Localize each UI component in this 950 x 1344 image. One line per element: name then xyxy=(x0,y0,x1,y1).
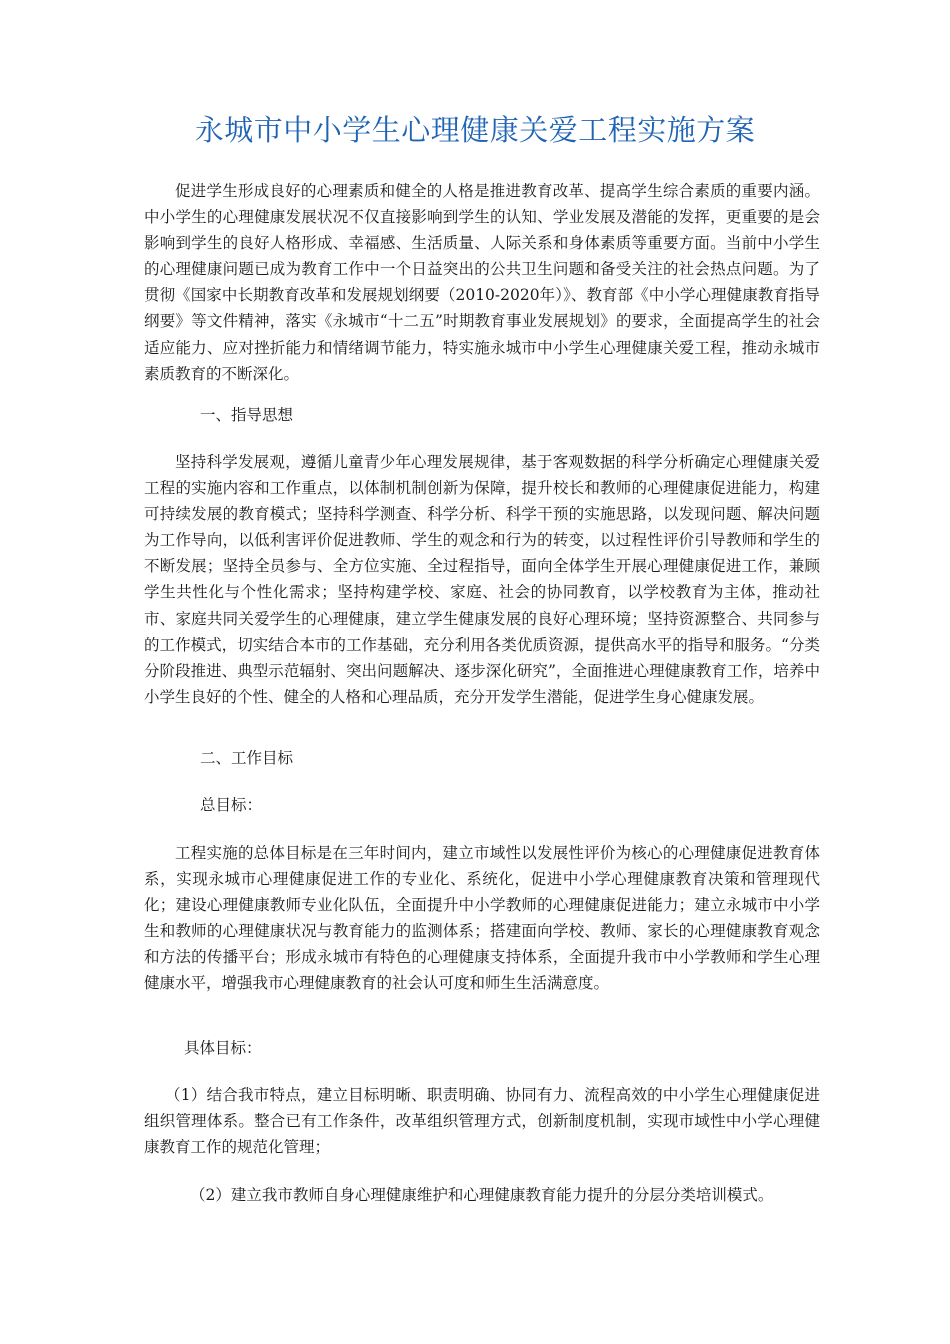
document-title: 永城市中小学生心理健康关爱工程实施方案 xyxy=(194,113,756,147)
section-heading-work-goals: 二、工作目标 xyxy=(200,749,294,767)
overall-goal-paragraph: 工程实施的总体目标是在三年时间内，建立市域性以发展性评价为核心的心理健康促进教育体系，实现永城市心理健康促进工作的专业化、系统化，促进中小学心理健康教育决策和管理现代化；建设心理健康教师专业化队伍，全面提升中小学教师的心理健康促进能力；建立永城市中小学生和教师的心理健康状况与教育能力的监测体系；搭建面向学校、教师、家长的心理健康教育观念和方法的传播平台；形成永城市有特色的心理健康支持体系，全面提升我市中小学教师和学生心理健康水平，增强我市心理健康教育的社会认可度和师生生活满意度。 xyxy=(144,844,820,993)
overall-goal-label: 总目标： xyxy=(200,796,263,814)
guiding-ideology-paragraph: 坚持科学发展观，遵循儿童青少年心理发展规律，基于客观数据的科学分析确定心理健康关爱工程的实施内容和工作重点，以体制机制创新为保障，提升校长和教师的心理健康促进能力，构建可持续发展的教育模式；坚持科学测查、科学分析、科学干预的实施思路，以发现问题、解决问题为工作导向，以低利害评价促进教师、学生的观念和行为的转变，以过程性评价引导教师和学生的不断发展；坚持全员参与、全方位实施、全过程指导，面向全体学生开展心理健康促进工作，兼顾学生共性化与个性化需求；坚持构建学校、家庭、社会的协同教育，以学校教育为主体，推动社市、家庭共同关爱学生的心理健康，建立学生健康发展的良好心理环境；坚持资源整合、共同参与的工作模式，切实结合本市的工作基础，充分利用各类优质资源，提供高水平的指导和服务。“分类分阶段推进、典型示范辐射、突出问题解决、逐步深化研究”，全面推进心理健康教育工作，培养中小学生良好的个性、健全的人格和心理品质，充分开发学生潜能，促进学生身心健康发展。 xyxy=(144,453,820,706)
specific-goal-item: （1）结合我市特点，建立目标明晰、职责明确、协同有力、流程高效的中小学生心理健康促进组织管理体系。整合已有工作条件，改革组织管理方式，创新制度机制，实现市域性中小学心理健康教育工作的规范化管理； xyxy=(144,1086,820,1157)
intro-paragraph: 促进学生形成良好的心理素质和健全的人格是推进教育改革、提高学生综合素质的重要内涵。中小学生的心理健康发展状况不仅直接影响到学生的认知、学业发展及潜能的发挥，更重要的是会影响到学生的良好人格形成、幸福感、生活质量、人际关系和身体素质等重要方面。当前中小学生的心理健康问题已成为教育工作中一个日益突出的公共卫生问题和备受关注的社会热点问题。为了贯彻《国家中长期教育改革和发展规划纲要（2010-2020年）》、教育部《中小学心理健康教育指导纲要》等文件精神，落实《永城市“十二五”时期教育事业发展规划》的要求，全面提高学生的社会适应能力、应对挫折能力和情绪调节能力，特实施永城市中小学生心理健康关爱工程，推动永城市素质教育的不断深化。 xyxy=(144,182,820,383)
section-heading-guiding-ideology: 一、指导思想 xyxy=(200,406,294,424)
specific-goals-label: 具体目标： xyxy=(184,1039,262,1057)
specific-goal-item: （2）建立我市教师自身心理健康维护和心理健康教育能力提升的分层分类培训模式。 xyxy=(190,1186,774,1204)
